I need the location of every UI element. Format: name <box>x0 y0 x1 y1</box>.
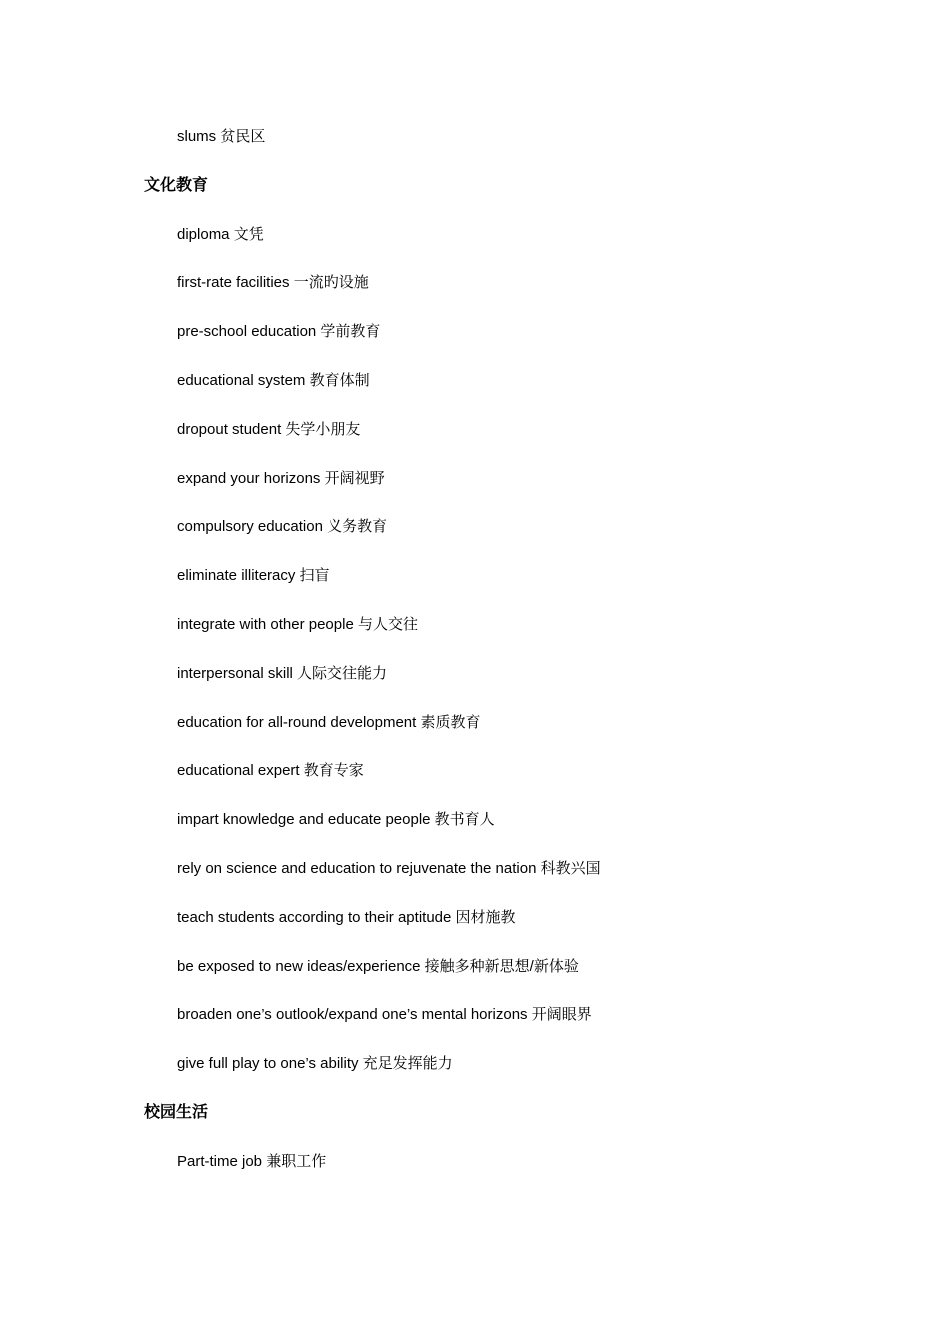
section-heading: 校园生活 <box>144 1104 209 1121</box>
vocab-entry: Part-time job 兼职工作 <box>177 1152 327 1170</box>
vocab-entry: slums 贫民区 <box>177 128 266 145</box>
vocab-entry: educational expert 教育专家 <box>177 762 364 780</box>
vocab-entry: broaden one’s outlook/expand one’s mental horizons 开阔眼界 <box>177 1006 592 1024</box>
vocab-entry: interpersonal skill 人际交往能力 <box>177 664 388 682</box>
vocab-entry: first-rate facilities 一流旳设施 <box>177 274 369 292</box>
vocab-entry: give full play to one’s ability 充足发挥能力 <box>177 1055 453 1073</box>
vocab-entry: impart knowledge and educate people 教书育人 <box>177 811 495 829</box>
vocab-entry: expand your horizons 开阔视野 <box>177 469 385 487</box>
vocab-entry: eliminate illiteracy 扫盲 <box>177 567 330 585</box>
section-heading: 文化教育 <box>144 176 209 194</box>
vocab-entry: education for all-round development 素质教育 <box>177 713 481 731</box>
vocab-entry: diploma 文凭 <box>177 225 264 243</box>
vocab-entry: teach students according to their aptitude 因材施教 <box>177 908 516 926</box>
vocab-entry: dropout student 失学小朋友 <box>177 420 361 438</box>
vocab-entry: integrate with other people 与人交往 <box>177 616 418 633</box>
vocab-entry: be exposed to new ideas/experience 接触多种新思想/新体验 <box>177 957 579 975</box>
vocab-entry: educational system 教育体制 <box>177 372 370 389</box>
vocab-entry: pre-school education 学前教育 <box>177 323 381 341</box>
vocab-entry: rely on science and education to rejuvenate the nation 科教兴国 <box>177 860 601 877</box>
vocab-entry: compulsory education 义务教育 <box>177 518 388 536</box>
